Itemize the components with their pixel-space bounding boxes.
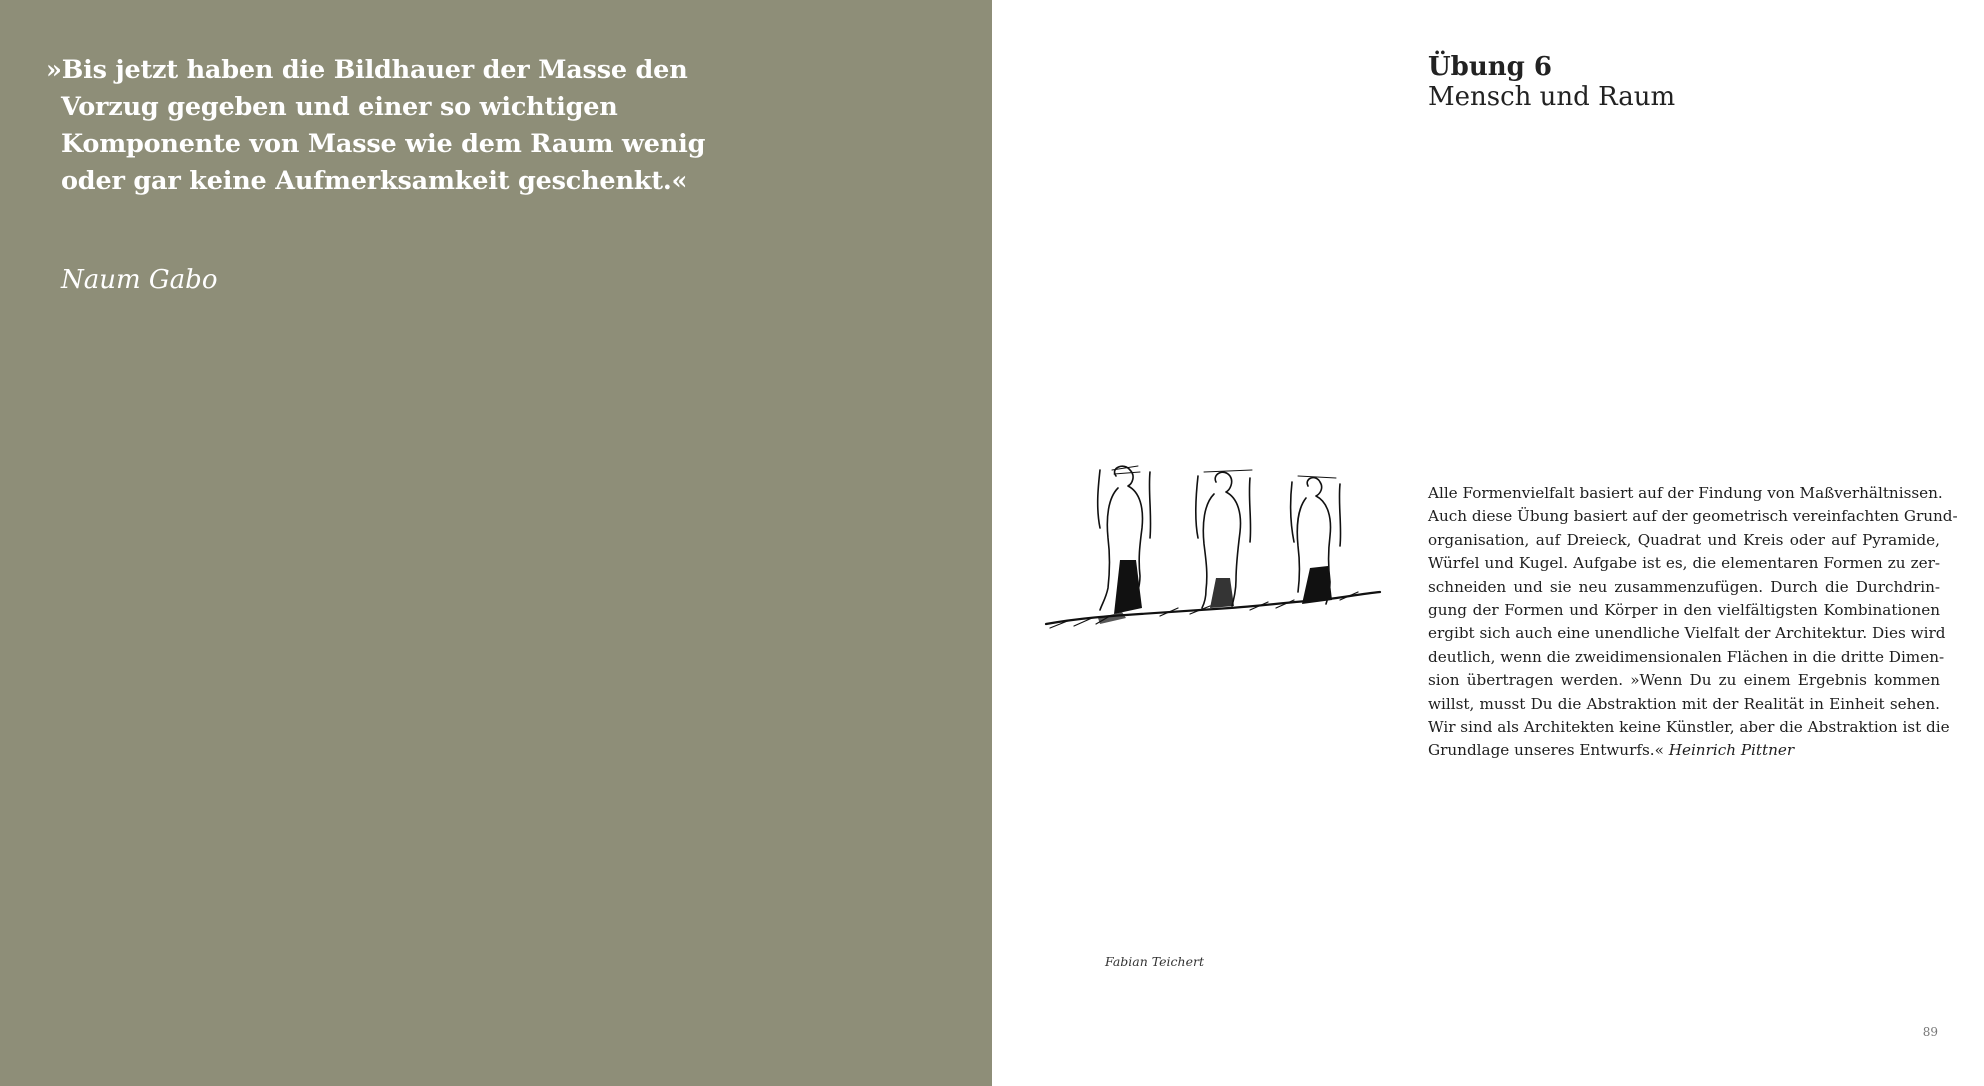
body-line: gung der Formen und Körper in den vielfältigsten Kombinationen: [1428, 601, 1940, 620]
illustration-caption: Fabian Teichert: [1105, 954, 1204, 969]
body-line-last: [1428, 739, 1940, 762]
body-line: sion übertragen werden. »Wenn Du zu einem Ergebnis kommen: [1428, 671, 1940, 690]
quote-line: Komponente von Masse wie dem Raum wenig: [61, 129, 706, 159]
exercise-title: Mensch und Raum: [1428, 82, 1676, 112]
exercise-number: Übung 6: [1428, 52, 1552, 82]
body-line: Auch diese Übung basiert auf der geometrisch vereinfachten Grund-: [1428, 507, 1958, 526]
quote-line: »Bis jetzt haben die Bildhauer der Masse den: [46, 55, 688, 85]
body-line: Wir sind als Architekten keine Künstler, aber die Abstraktion ist die: [1428, 718, 1950, 737]
body-line: ergibt sich auch eine unendliche Vielfalt der Architektur. Dies wird: [1428, 624, 1946, 643]
quote-line: Vorzug gegeben und einer so wichtigen: [61, 92, 618, 122]
three-figures-sketch: [1040, 448, 1400, 638]
body-line: Würfel und Kugel. Aufgabe ist es, die elementaren Formen zu zer-: [1428, 554, 1940, 573]
body-citation: Heinrich Pittner: [1668, 741, 1795, 760]
body-line: Alle Formenvielfalt basiert auf der Findung von Maßverhältnissen.: [1428, 484, 1943, 502]
quote-line: oder gar keine Aufmerksamkeit geschenkt.«: [61, 166, 688, 196]
quote-author: Naum Gabo: [61, 265, 218, 295]
body-line: willst, musst Du die Abstraktion mit der Realität in Einheit sehen.: [1428, 694, 1940, 713]
quote: [46, 52, 706, 200]
body-line: organisation, auf Dreieck, Quadrat und Kreis oder auf Pyramide,: [1428, 530, 1940, 549]
body-line: deutlich, wenn die zweidimensionalen Flächen in die dritte Dimen-: [1428, 647, 1945, 666]
body-last-text: Grundlage unseres Entwurfs.«: [1428, 741, 1664, 760]
body-text: [1428, 482, 1958, 763]
body-line: schneiden und sie neu zusammenzufügen. Durch die Durchdrin-: [1428, 577, 1940, 596]
page-number: 89: [1922, 1025, 1938, 1039]
